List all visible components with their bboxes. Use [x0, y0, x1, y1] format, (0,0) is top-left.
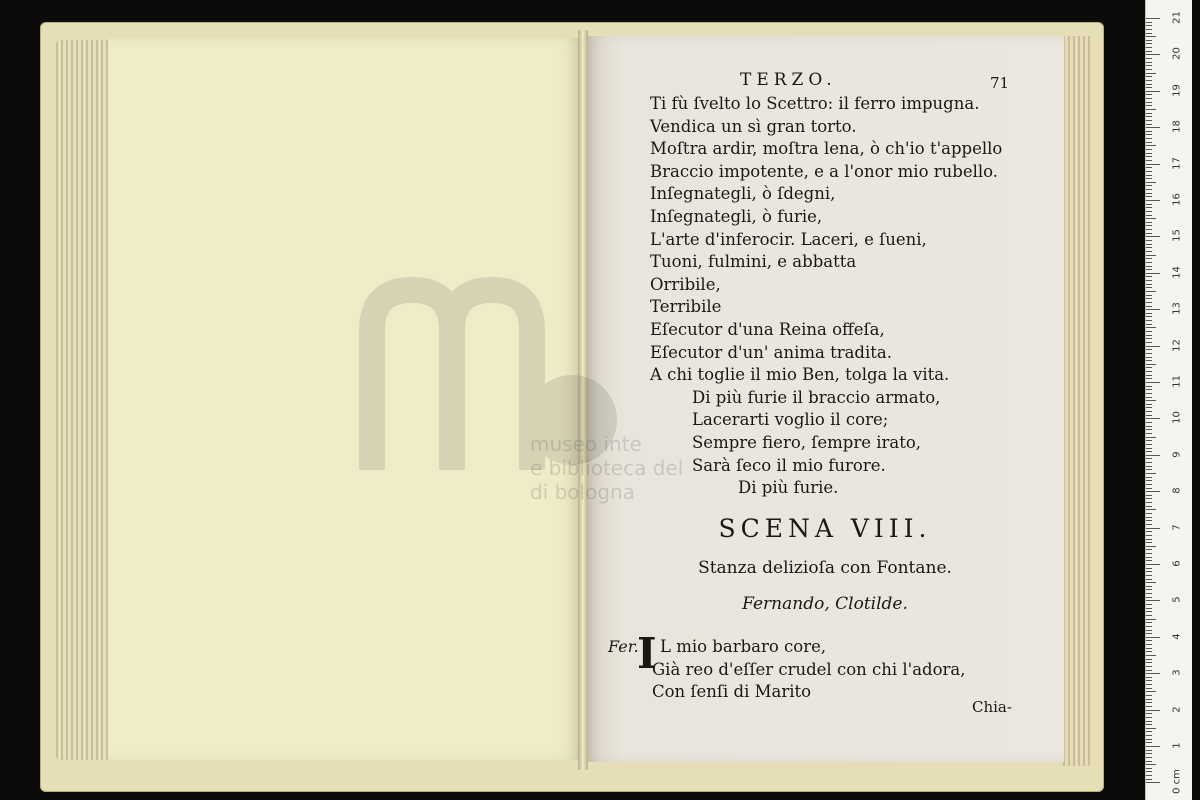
ruler-tick [1146, 273, 1160, 274]
left-page-edges [56, 40, 114, 760]
ruler-minor-tick [1146, 94, 1152, 95]
ruler-minor-tick [1146, 302, 1152, 303]
ruler-minor-tick [1146, 568, 1152, 569]
ruler-minor-tick [1146, 400, 1156, 401]
ruler-tick [1146, 91, 1160, 92]
ruler-minor-tick [1146, 40, 1152, 41]
ruler-minor-tick [1146, 593, 1152, 594]
ruler-minor-tick [1146, 47, 1152, 48]
ruler-minor-tick [1146, 557, 1152, 558]
ruler-minor-tick [1146, 222, 1152, 223]
ruler-minor-tick [1146, 36, 1156, 37]
ruler-minor-tick [1146, 134, 1152, 135]
ruler-minor-tick [1146, 579, 1152, 580]
verse-line: Lacerarti voglio il core; [692, 410, 889, 430]
drop-cap: I [637, 629, 657, 678]
ruler-minor-tick [1146, 353, 1152, 354]
ruler-minor-tick [1146, 80, 1152, 81]
ruler-minor-tick [1146, 43, 1152, 44]
verse-line: Tuoni, fulmini, e abbatta [650, 252, 857, 272]
ruler-tick [1146, 782, 1160, 783]
page-number: 71 [990, 74, 1010, 92]
ruler-minor-tick [1146, 582, 1156, 583]
ruler-minor-tick [1146, 688, 1152, 689]
ruler-minor-tick [1146, 269, 1152, 270]
ruler-tick [1146, 710, 1160, 711]
ruler-minor-tick [1146, 280, 1152, 281]
ruler-minor-tick [1146, 426, 1152, 427]
ruler-minor-tick [1146, 440, 1152, 441]
ruler-minor-tick [1146, 207, 1152, 208]
ruler-minor-tick [1146, 171, 1152, 172]
ruler-minor-tick [1146, 62, 1152, 63]
ruler-minor-tick [1146, 367, 1152, 368]
ruler-minor-tick [1146, 742, 1152, 743]
ruler-minor-tick [1146, 735, 1152, 736]
ruler-label: 17 [1171, 156, 1183, 170]
ruler-minor-tick [1146, 320, 1152, 321]
verse-block [650, 93, 1030, 500]
ruler-minor-tick [1146, 84, 1152, 85]
scene-setting: Stanza delizioſa con Fontane. [698, 558, 952, 578]
ruler-minor-tick [1146, 404, 1152, 405]
ruler-minor-tick [1146, 335, 1152, 336]
ruler-tick [1146, 18, 1160, 19]
ruler-minor-tick [1146, 189, 1152, 190]
ruler-tick [1146, 200, 1160, 201]
ruler-tick [1146, 455, 1160, 456]
ruler-label: 7 [1171, 523, 1183, 531]
ruler-minor-tick [1146, 142, 1152, 143]
ruler-minor-tick [1146, 611, 1152, 612]
ruler-minor-tick [1146, 724, 1152, 725]
ruler-minor-tick [1146, 287, 1152, 288]
ruler-minor-tick [1146, 699, 1152, 700]
ruler-label: 0 cm [1171, 769, 1183, 795]
ruler-minor-tick [1146, 327, 1156, 328]
ruler-minor-tick [1146, 779, 1152, 780]
ruler-minor-tick [1146, 721, 1152, 722]
ruler-minor-tick [1146, 633, 1152, 634]
ruler-minor-tick [1146, 422, 1152, 423]
verse-line: Eſecutor d'un' anima tradita. [650, 342, 892, 362]
ruler-minor-tick [1146, 771, 1152, 772]
verse-line: Inſegnategli, ò furie, [650, 206, 823, 226]
ruler-label: 18 [1171, 120, 1183, 134]
ruler-minor-tick [1146, 105, 1152, 106]
ruler-minor-tick [1146, 589, 1152, 590]
ruler-minor-tick [1146, 608, 1152, 609]
ruler-minor-tick [1146, 677, 1152, 678]
ruler-minor-tick [1146, 655, 1156, 656]
ruler-minor-tick [1146, 65, 1152, 66]
ruler-minor-tick [1146, 666, 1152, 667]
ruler-label: 12 [1171, 338, 1183, 352]
ruler-minor-tick [1146, 444, 1152, 445]
ruler-minor-tick [1146, 448, 1152, 449]
ruler-minor-tick [1146, 76, 1152, 77]
ruler-minor-tick [1146, 731, 1152, 732]
ruler-minor-tick [1146, 316, 1152, 317]
measuring-ruler [1145, 0, 1192, 800]
ruler-label: 16 [1171, 193, 1183, 206]
ruler-minor-tick [1146, 506, 1152, 507]
ruler-minor-tick [1146, 462, 1152, 463]
ruler-minor-tick [1146, 509, 1156, 510]
ruler-minor-tick [1146, 389, 1152, 390]
ruler-minor-tick [1146, 502, 1152, 503]
ruler-minor-tick [1146, 768, 1152, 769]
ruler-minor-tick [1146, 73, 1156, 74]
ruler-minor-tick [1146, 717, 1152, 718]
ruler-minor-tick [1146, 360, 1152, 361]
ruler-minor-tick [1146, 182, 1156, 183]
ruler-minor-tick [1146, 244, 1152, 245]
ruler-minor-tick [1146, 29, 1152, 30]
ruler-minor-tick [1146, 531, 1152, 532]
verse-line: Sarà ſeco il mio furore. [692, 455, 886, 475]
ruler-minor-tick [1146, 498, 1152, 499]
ruler-minor-tick [1146, 713, 1152, 714]
watermark-line: di bologna [530, 480, 635, 504]
ruler-minor-tick [1146, 469, 1152, 470]
ruler-tick [1146, 491, 1160, 492]
ruler-minor-tick [1146, 251, 1152, 252]
ruler-minor-tick [1146, 153, 1152, 154]
ruler-minor-tick [1146, 648, 1152, 649]
ruler-minor-tick [1146, 644, 1152, 645]
verse-line: Eſecutor d'una Reina offeſa, [650, 319, 885, 339]
verse-line: Di più furie. [738, 478, 839, 498]
ruler-minor-tick [1146, 393, 1152, 394]
ruler-minor-tick [1146, 684, 1152, 685]
ruler-label: 11 [1171, 375, 1183, 388]
ruler-minor-tick [1146, 539, 1152, 540]
dialogue-line: L mio barbaro core, [660, 637, 827, 656]
ruler-minor-tick [1146, 586, 1152, 587]
dialogue-line: Già reo d'eſſer crudel con chi l'adora, [652, 659, 966, 679]
ruler-label: 3 [1171, 669, 1183, 676]
ruler-minor-tick [1146, 651, 1152, 652]
ruler-minor-tick [1146, 378, 1152, 379]
ruler-minor-tick [1146, 266, 1152, 267]
ruler-minor-tick [1146, 761, 1152, 762]
ruler-minor-tick [1146, 167, 1152, 168]
ruler-minor-tick [1146, 233, 1152, 234]
ruler-label: 20 [1171, 47, 1183, 61]
left-page-blank [108, 38, 580, 760]
ruler-minor-tick [1146, 156, 1152, 157]
ruler-minor-tick [1146, 255, 1156, 256]
ruler-minor-tick [1146, 324, 1152, 325]
ruler-minor-tick [1146, 131, 1152, 132]
verse-line: Ti fù ſvelto lo Scettro: il ferro impugna. [650, 94, 980, 113]
ruler-minor-tick [1146, 702, 1152, 703]
ruler-tick [1146, 600, 1160, 601]
ruler-tick [1146, 637, 1160, 638]
verse-line: Terribile [650, 297, 722, 317]
ruler-tick [1146, 236, 1160, 237]
ruler-minor-tick [1146, 451, 1152, 452]
verse-line: Sempre fiero, ſempre irato, [692, 432, 922, 452]
ruler-minor-tick [1146, 750, 1152, 751]
scene-title: SCENA VIII. [718, 514, 932, 543]
ruler-label: 19 [1171, 83, 1183, 97]
ruler-minor-tick [1146, 575, 1152, 576]
ruler-minor-tick [1146, 535, 1152, 536]
ruler-minor-tick [1146, 276, 1152, 277]
ruler-minor-tick [1146, 98, 1152, 99]
dialogue-block [652, 636, 966, 704]
watermark-line: museo inte [530, 432, 642, 456]
ruler-minor-tick [1146, 109, 1156, 110]
ruler-minor-tick [1146, 411, 1152, 412]
ruler-label: 21 [1171, 11, 1183, 24]
ruler-minor-tick [1146, 247, 1152, 248]
ruler-minor-tick [1146, 375, 1152, 376]
ruler-minor-tick [1146, 764, 1156, 765]
ruler-minor-tick [1146, 691, 1156, 692]
ruler-minor-tick [1146, 546, 1156, 547]
ruler-minor-tick [1146, 371, 1152, 372]
ruler-minor-tick [1146, 524, 1152, 525]
watermark-line: e biblioteca del [530, 456, 684, 480]
ruler-minor-tick [1146, 69, 1152, 70]
ruler-minor-tick [1146, 204, 1152, 205]
ruler-minor-tick [1146, 196, 1152, 197]
ruler-tick [1146, 746, 1160, 747]
ruler-minor-tick [1146, 25, 1152, 26]
ruler-minor-tick [1146, 458, 1152, 459]
ruler-minor-tick [1146, 517, 1152, 518]
dialogue-line: Con ſenſi di Marito [652, 682, 812, 702]
ruler-minor-tick [1146, 291, 1156, 292]
verse-line: Orribile, [650, 274, 721, 294]
ruler-minor-tick [1146, 386, 1152, 387]
ruler-label: 14 [1171, 265, 1183, 279]
ruler-minor-tick [1146, 680, 1152, 681]
ruler-minor-tick [1146, 619, 1156, 620]
ruler-minor-tick [1146, 670, 1152, 671]
ruler-minor-tick [1146, 120, 1152, 121]
ruler-minor-tick [1146, 695, 1152, 696]
ruler-minor-tick [1146, 560, 1152, 561]
ruler-minor-tick [1146, 553, 1152, 554]
right-page-edges [1060, 36, 1092, 766]
verse-line: Braccio impotente, e a l'onor mio rubello. [650, 161, 999, 181]
ruler-minor-tick [1146, 218, 1156, 219]
ruler-tick [1146, 54, 1160, 55]
ruler-minor-tick [1146, 364, 1156, 365]
ruler-minor-tick [1146, 349, 1152, 350]
ruler-label: 8 [1171, 487, 1183, 494]
ruler-minor-tick [1146, 313, 1152, 314]
ruler-minor-tick [1146, 149, 1152, 150]
ruler-minor-tick [1146, 342, 1152, 343]
verse-line: Vendica un sì gran torto. [650, 116, 857, 136]
ruler-minor-tick [1146, 597, 1152, 598]
ruler-minor-tick [1146, 338, 1152, 339]
ruler-minor-tick [1146, 240, 1152, 241]
ruler-minor-tick [1146, 211, 1152, 212]
ruler-minor-tick [1146, 58, 1152, 59]
ruler-minor-tick [1146, 437, 1156, 438]
ruler-minor-tick [1146, 306, 1152, 307]
ruler-label: 15 [1171, 229, 1183, 243]
book-gutter [578, 30, 588, 770]
ruler-tick [1146, 127, 1160, 128]
ruler-label: 1 [1171, 742, 1183, 749]
ruler-tick [1146, 164, 1160, 165]
speaker-label: Fer. [608, 637, 639, 656]
ruler-minor-tick [1146, 706, 1152, 707]
ruler-minor-tick [1146, 33, 1152, 34]
ruler-minor-tick [1146, 415, 1152, 416]
ruler-minor-tick [1146, 466, 1152, 467]
ruler-minor-tick [1146, 357, 1152, 358]
verse-line: L'arte d'inferocir. Laceri, e ſueni, [650, 229, 927, 249]
ruler-tick [1146, 382, 1160, 383]
ruler-minor-tick [1146, 175, 1152, 176]
verse-line: A chi toglie il mio Ben, tolga la vita. [650, 365, 950, 385]
ruler-minor-tick [1146, 145, 1156, 146]
ruler-minor-tick [1146, 571, 1152, 572]
ruler-minor-tick [1146, 549, 1152, 550]
ruler-tick [1146, 528, 1160, 529]
running-head: TERZO. [740, 70, 837, 90]
ruler-minor-tick [1146, 178, 1152, 179]
ruler-minor-tick [1146, 622, 1152, 623]
ruler-label: 13 [1171, 302, 1183, 316]
ruler-minor-tick [1146, 295, 1152, 296]
ruler-tick [1146, 309, 1160, 310]
ruler-minor-tick [1146, 116, 1152, 117]
ruler-minor-tick [1146, 659, 1152, 660]
ruler-tick [1146, 346, 1160, 347]
ruler-minor-tick [1146, 615, 1152, 616]
ruler-minor-tick [1146, 488, 1152, 489]
ruler-minor-tick [1146, 477, 1152, 478]
ruler-minor-tick [1146, 331, 1152, 332]
ruler-minor-tick [1146, 542, 1152, 543]
ruler-minor-tick [1146, 215, 1152, 216]
ruler-minor-tick [1146, 102, 1152, 103]
scene-characters: Fernando, Clotilde. [742, 594, 908, 614]
ruler-minor-tick [1146, 630, 1152, 631]
ruler-minor-tick [1146, 728, 1156, 729]
ruler-minor-tick [1146, 185, 1152, 186]
ruler-minor-tick [1146, 484, 1152, 485]
ruler-minor-tick [1146, 753, 1152, 754]
ruler-minor-tick [1146, 124, 1152, 125]
ruler-minor-tick [1146, 298, 1152, 299]
ruler-minor-tick [1146, 225, 1152, 226]
ruler-minor-tick [1146, 22, 1152, 23]
ruler-minor-tick [1146, 520, 1152, 521]
ruler-minor-tick [1146, 662, 1152, 663]
ruler-minor-tick [1146, 407, 1152, 408]
ruler-minor-tick [1146, 284, 1152, 285]
ruler-minor-tick [1146, 495, 1152, 496]
verse-line: Inſegnategli, ò ſdegni, [650, 184, 836, 204]
ruler-minor-tick [1146, 51, 1152, 52]
ruler-minor-tick [1146, 640, 1152, 641]
ruler-minor-tick [1146, 604, 1152, 605]
ruler-minor-tick [1146, 775, 1152, 776]
ruler-minor-tick [1146, 757, 1152, 758]
ruler-minor-tick [1146, 429, 1152, 430]
ruler-minor-tick [1146, 433, 1152, 434]
ruler-minor-tick [1146, 739, 1152, 740]
ruler-label: 9 [1171, 451, 1183, 458]
ruler-label: 5 [1171, 596, 1183, 604]
verse-line: Moſtra ardir, moſtra lena, ò ch'io t'appello [650, 139, 1003, 159]
ruler-label: 2 [1171, 705, 1183, 713]
catchword: Chia- [972, 698, 1012, 716]
ruler-minor-tick [1146, 626, 1152, 627]
ruler-minor-tick [1146, 87, 1152, 88]
ruler-minor-tick [1146, 160, 1152, 161]
ruler-tick [1146, 418, 1160, 419]
ruler-minor-tick [1146, 113, 1152, 114]
ruler-minor-tick [1146, 229, 1152, 230]
ruler-minor-tick [1146, 480, 1152, 481]
ruler-minor-tick [1146, 397, 1152, 398]
verse-line: Di più furie il braccio armato, [692, 387, 941, 407]
ruler-minor-tick [1146, 262, 1152, 263]
ruler-minor-tick [1146, 473, 1156, 474]
ruler-minor-tick [1146, 193, 1152, 194]
ruler-label: 10 [1171, 411, 1183, 425]
ruler-label: 6 [1171, 560, 1183, 567]
ruler-minor-tick [1146, 138, 1152, 139]
ruler-label: 4 [1171, 633, 1183, 640]
ruler-minor-tick [1146, 258, 1152, 259]
ruler-tick [1146, 564, 1160, 565]
ruler-minor-tick [1146, 513, 1152, 514]
ruler-tick [1146, 673, 1160, 674]
